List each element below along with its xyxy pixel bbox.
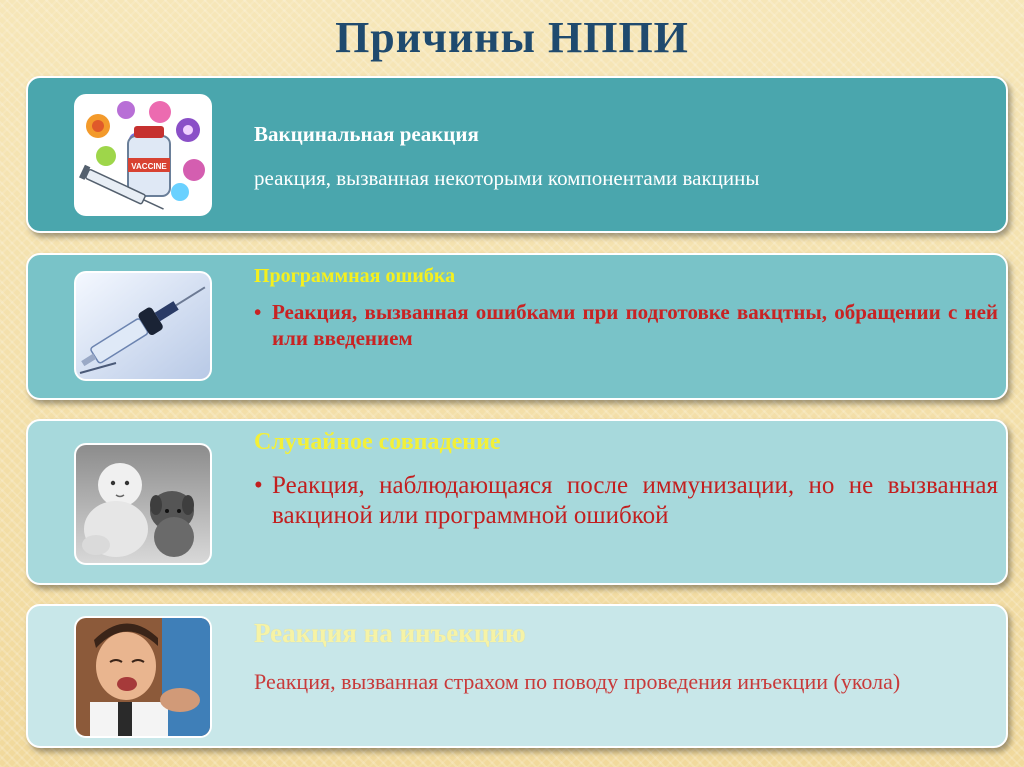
crying-boy-injection-photo bbox=[76, 618, 210, 736]
card-text: Реакция, вызванная страхом по поводу проведения инъекции (укола) bbox=[254, 669, 901, 694]
card-program-error bbox=[26, 253, 1008, 400]
bullet: • bbox=[254, 300, 262, 324]
card-heading: Вакцинальная реакция bbox=[254, 122, 479, 146]
card-text: Реакция, наблюдающаяся после иммунизации, но не вызванная вакциной или программной ошибкой bbox=[272, 472, 998, 529]
vaccine-vial-syringe-icon bbox=[76, 96, 210, 214]
card-text: Реакция, вызванная ошибками при подготовке вакцтны, обращении с ней или введением bbox=[272, 300, 998, 350]
card-text-block bbox=[254, 299, 998, 351]
card-text: реакция, вызванная некоторыми компонентами вакцины bbox=[254, 166, 760, 190]
card-text-block bbox=[254, 471, 998, 531]
baby-and-puppy-photo bbox=[76, 445, 210, 563]
card-vaccine-reaction bbox=[26, 76, 1008, 233]
card-heading: Случайное совпадение bbox=[254, 429, 501, 455]
card-heading: Программная ошибка bbox=[254, 265, 456, 287]
card-injection-reaction bbox=[26, 604, 1008, 748]
page-title: Причины НППИ bbox=[335, 13, 689, 62]
card-coincidence bbox=[26, 419, 1008, 585]
bullet: • bbox=[254, 472, 263, 499]
card-heading: Реакция на инъекцию bbox=[254, 618, 526, 648]
syringe-needle-icon bbox=[76, 273, 210, 379]
vaccine-label: VACCINE bbox=[131, 162, 167, 171]
